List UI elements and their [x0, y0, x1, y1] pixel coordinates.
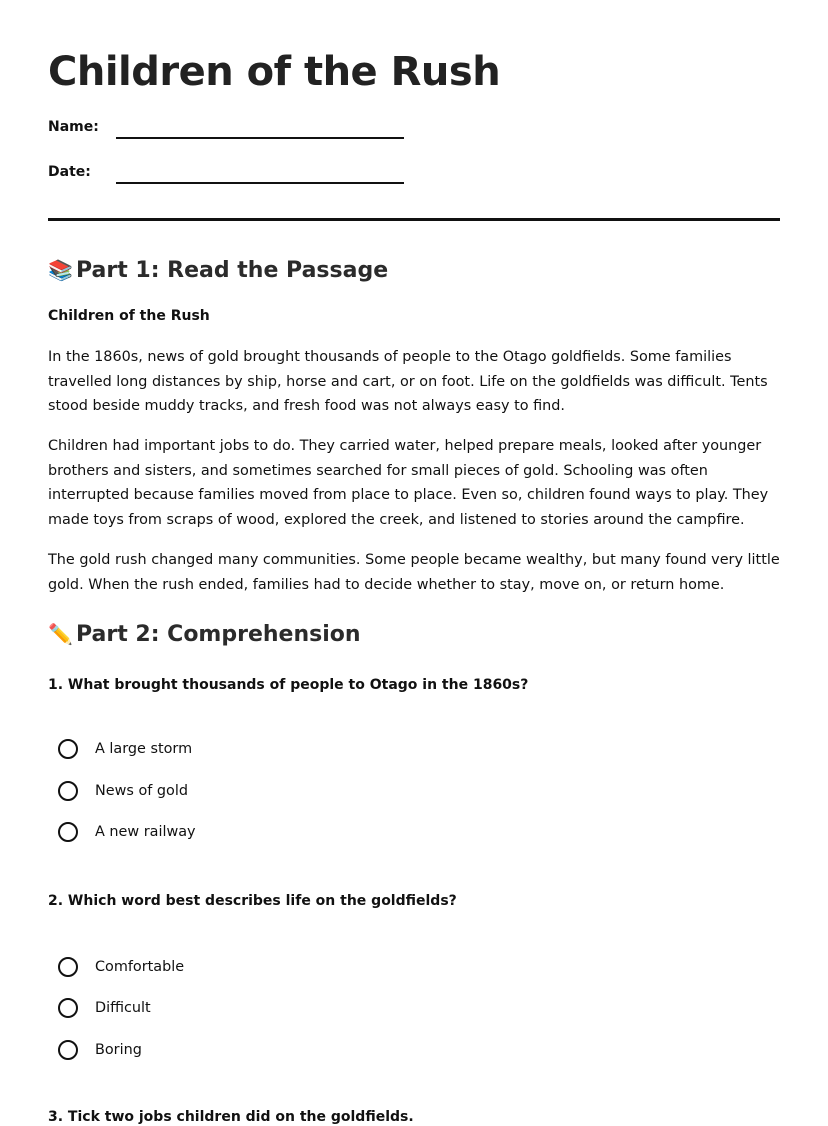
part2-heading — [48, 620, 361, 649]
date-label: Date: — [48, 164, 91, 180]
date-input-line[interactable] — [116, 182, 404, 184]
radio-button[interactable] — [58, 781, 78, 801]
books-icon: 📚 — [48, 258, 73, 282]
question-1: 1. What brought thousands of people to Otago in the 1860s? — [48, 677, 529, 693]
question-3: 3. Tick two jobs children did on the goldfields. — [48, 1109, 414, 1125]
page-title: Children of the Rush — [48, 49, 501, 95]
option-label: Boring — [95, 1042, 142, 1058]
pencil-icon: ✏️ — [48, 622, 73, 646]
radio-button[interactable] — [58, 1040, 78, 1060]
option-label: A new railway — [95, 824, 196, 840]
header-divider — [48, 218, 780, 221]
passage-paragraph: The gold rush changed many communities. Some people became wealthy, but many found very little gold. When the rush ended, families had to decide whether to stay, move on, or return home. — [48, 552, 780, 593]
radio-button[interactable] — [58, 998, 78, 1018]
option-label: A large storm — [95, 741, 193, 757]
radio-button[interactable] — [58, 957, 78, 977]
passage-paragraph: Children had important jobs to do. They carried water, helped prepare meals, looked after younger brothers and sisters, and sometimes searched for small pieces of gold. Schooling was often interrupted because families moved from place to place. Even so, children found ways to play. They made toys from scraps of wood, explored the creek, and listened to stories around the campfire. — [48, 438, 769, 528]
radio-button[interactable] — [58, 739, 78, 759]
part1-heading — [48, 256, 388, 285]
name-input-line[interactable] — [116, 137, 404, 139]
passage-title: Children of the Rush — [48, 308, 210, 324]
part1-heading-text: Part 1: Read the Passage — [76, 258, 389, 283]
passage-paragraph: In the 1860s, news of gold brought thousands of people to the Otago goldfields. Some families travelled long distances by ship, horse and cart, or on foot. Life on the goldfields was difficult. Tents stood beside muddy tracks, and fresh food was not always easy to find. — [48, 349, 768, 414]
option-label: News of gold — [95, 783, 188, 799]
question-2: 2. Which word best describes life on the goldfields? — [48, 893, 457, 909]
part2-heading-text: Part 2: Comprehension — [76, 622, 361, 647]
radio-button[interactable] — [58, 822, 78, 842]
option-label: Difficult — [95, 1000, 151, 1016]
name-label: Name: — [48, 119, 99, 135]
option-label: Comfortable — [95, 959, 185, 975]
